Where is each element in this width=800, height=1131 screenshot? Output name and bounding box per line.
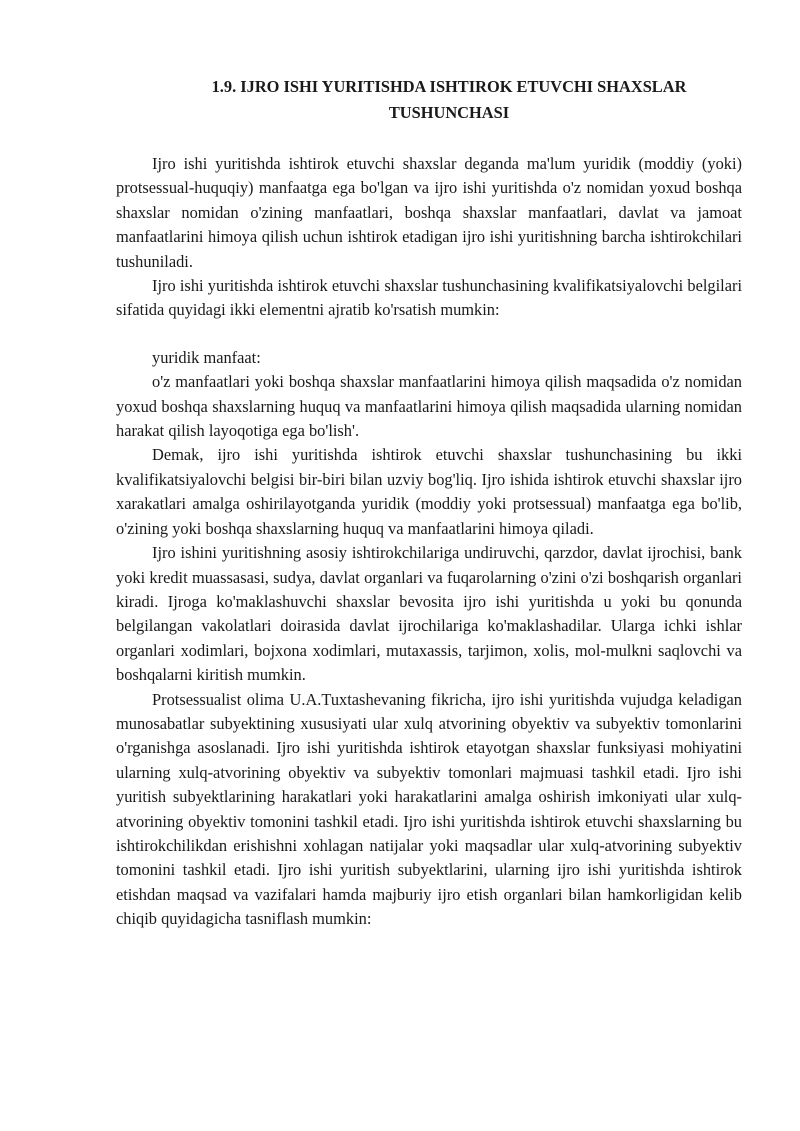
paragraph-tuxtasheva-opinion: Protsessualist olima U.A.Tuxtashevaning fikricha, ijro ishi yuritishda vujudga keladigan munosabatlar subyektining xususiyati ular xulq atvorining obyektiv va subyektiv tomonlarini o'rganishga asoslanadi. Ijro ishi yuritishda ishtirok etayotgan shaxslar funksiyasi mohiyatini ularning xulq-atvorining obyektiv va subyektiv tomonlari majmuasi tashkil etadi. Ijro ishi yuritish subyektlarining harakatlari yoki harakatlarini amalga oshirish imkoniyati ular xulq-atvorining obyektiv tomonini tashkil etadi. Ijro ishi yuritishda ishtirok etuvchi shaxslarning bu ishtirokchilikdan erishishni xohlagan natijalar yoki maqsadlar ular xulq-atvorining subyektiv tomonini tashkil etadi. Ijro ishi yuritish subyektlarini, ularning ijro ishi yuritishda ishtirok etishdan maqsad va vazifalari hamda majburiy ijro etish organlari bilan hamkorligidan kelib chiqib quyidagicha tasniflash mumkin: (116, 689, 742, 929)
paragraph-qualifying-signs: Ijro ishi yuritishda ishtirok etuvchi shaxslar tushunchasining kvalifikatsiyalovchi belgilari sifatida quyidagi ikki elementni ajratib ko'rsatish mumkin: (116, 276, 742, 320)
list-item-legal-interest: yuridik manfaat: (152, 347, 261, 367)
list-item-capacity: o'z manfaatlari yoki boshqa shaxslar manfaatlarini himoya qilish maqsadida o'z nomidan yoxud boshqa shaxslarning huquq va manfaatlarini himoya qilish maqsadida ularning nomidan harakat qilish layoqotiga ega bo'lish'. (116, 372, 742, 441)
paragraph-participants: Ijro ishini yuritishning asosiy ishtirokchilariga undiruvchi, qarzdor, davlat ijrochisi, bank yoki kredit muassasasi, sudya, davlat organlari va fuqarolarning o'zini o'zi boshqarish organlari kiradi. Ijroga ko'maklashuvchi shaxslar bevosita ijro ishi yuritishda u yoki bu qonunda belgilangan vakolatlari doirasida davlat ijrochilariga ko'maklashadilar. Ularga ichki ishlar organlari xodimlari, bojxona xodimlari, mutaxassis, tarjimon, xolis, mol-mulkni saqlovchi va boshqalarni kiritish mumkin. (116, 543, 742, 685)
paragraph-conclusion: Demak, ijro ishi yuritishda ishtirok etuvchi shaxslar tushunchasining bu ikki kvalifikatsiyalovchi belgisi bir-biri bilan uzviy bog'liq. Ijro ishida ishtirok etuvchi shaxslar ijro xarakatlari amalga oshirilayotganda yuridik (moddiy yoki protsessual) manfaatga ega bo'lib, o'zining yoki boshqa shaxslarning huquq va manfaatlarini himoya qiladi. (116, 445, 742, 538)
section-heading: 1.9. IJRO ISHI YURITISHDA ISHTIROK ETUVCHI SHAXSLAR TUSHUNCHASI (211, 77, 687, 122)
paragraph-definition: Ijro ishi yuritishda ishtirok etuvchi shaxslar deganda ma'lum yuridik (moddiy (yoki) protsessual-huquqiy) manfaatga ega bo'lgan va ijro ishi yuritishda o'z nomidan yoxud boshqa shaxslar nomidan o'zining manfaatlari, boshqa shaxslar manfaatlari, davlat va jamoat manfaatlarini himoya qilish uchun ishtirok etadigan ijro ishi yuritishning barcha ishtirokchilari tushuniladi. (116, 154, 742, 271)
paragraph-gap (116, 323, 742, 346)
document-page (116, 74, 742, 932)
